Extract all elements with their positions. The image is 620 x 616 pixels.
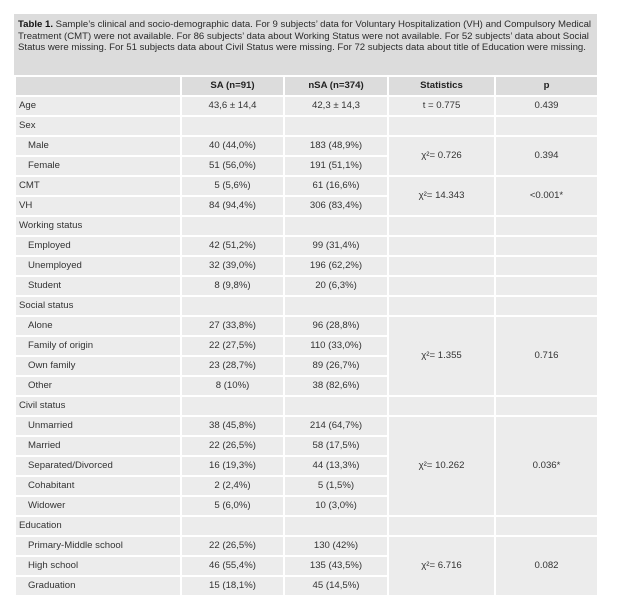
cell-nsa: 38 (82,6%): [284, 376, 388, 396]
cell-nsa: 42,3 ± 14,3: [284, 96, 388, 116]
section-label: Sex: [15, 116, 181, 136]
table-row: [15, 296, 598, 316]
cell-statistic: χ²= 0.726: [388, 136, 495, 176]
row-label: Employed: [15, 236, 181, 256]
table-row: [15, 536, 598, 556]
table-row: [15, 256, 598, 276]
cell-nsa: 44 (13,3%): [284, 456, 388, 476]
row-label: Unmarried: [15, 416, 181, 436]
header-p: p: [495, 76, 598, 96]
cell-nsa: 183 (48,9%): [284, 136, 388, 156]
row-label: Cohabitant: [15, 476, 181, 496]
row-label: Own family: [15, 356, 181, 376]
cell-nsa: 196 (62,2%): [284, 256, 388, 276]
row-label: Family of origin: [15, 336, 181, 356]
table-row: [15, 276, 598, 296]
cell-sa: 32 (39,0%): [181, 256, 284, 276]
header-sa: SA (n=91): [181, 76, 284, 96]
row-label: Other: [15, 376, 181, 396]
cell-statistic: χ²= 10.262: [388, 416, 495, 516]
caption-text: Sample’s clinical and socio-demographic data. For 9 subjects’ data for Voluntary Hospitalization (VH) and Compulsory Medical Treatment (CMT) were not available. For 86 subjects’ data about Working Status were not available. For 52 subjects’ data about Social Status were missing. For 51 subjects data about Civil Status were missing. For 72 subjects data about title of Education were missing.: [18, 19, 592, 54]
cell-p: 0.036*: [495, 416, 598, 516]
cell-sa: 27 (33,8%): [181, 316, 284, 336]
cell-sa: 46 (55,4%): [181, 556, 284, 576]
section-label: Social status: [15, 296, 181, 316]
caption-label: Table 1.: [18, 19, 54, 30]
section-label: Working status: [15, 216, 181, 236]
cell-sa: 43,6 ± 14,4: [181, 96, 284, 116]
table-document: [14, 14, 597, 597]
table-row: [15, 176, 598, 196]
table-row: [15, 316, 598, 336]
data-table: [14, 75, 599, 597]
row-label: Widower: [15, 496, 181, 516]
cell-nsa: 306 (83,4%): [284, 196, 388, 216]
table-row: [15, 96, 598, 116]
cell-p: 0.082: [495, 536, 598, 596]
row-label: Primary-Middle school: [15, 536, 181, 556]
table-row: [15, 116, 598, 136]
row-label: Student: [15, 276, 181, 296]
cell-p: 0.394: [495, 136, 598, 176]
cell-nsa: 20 (6,3%): [284, 276, 388, 296]
header-statistics: Statistics: [388, 76, 495, 96]
cell-nsa: 58 (17,5%): [284, 436, 388, 456]
cell-nsa: 110 (33,0%): [284, 336, 388, 356]
header-nsa: nSA (n=374): [284, 76, 388, 96]
table-row: [15, 416, 598, 436]
table-row: [15, 396, 598, 416]
cell-sa: 5 (5,6%): [181, 176, 284, 196]
cell-nsa: 61 (16,6%): [284, 176, 388, 196]
cell-sa: 16 (19,3%): [181, 456, 284, 476]
cell-sa: 22 (26,5%): [181, 536, 284, 556]
cell-sa: 40 (44,0%): [181, 136, 284, 156]
cell-nsa: 45 (14,5%): [284, 576, 388, 596]
cell-sa: 8 (9,8%): [181, 276, 284, 296]
cell-statistic: χ²= 6.716: [388, 536, 495, 596]
section-label: Education: [15, 516, 181, 536]
row-label: CMT: [15, 176, 181, 196]
cell-nsa: 10 (3,0%): [284, 496, 388, 516]
cell-p: <0.001*: [495, 176, 598, 216]
cell-nsa: 99 (31,4%): [284, 236, 388, 256]
cell-sa: 84 (94,4%): [181, 196, 284, 216]
cell-p: 0.439: [495, 96, 598, 116]
table-row: [15, 236, 598, 256]
cell-sa: 22 (26,5%): [181, 436, 284, 456]
row-label: VH: [15, 196, 181, 216]
cell-nsa: 214 (64,7%): [284, 416, 388, 436]
table-row: [15, 136, 598, 156]
cell-sa: 15 (18,1%): [181, 576, 284, 596]
cell-nsa: 130 (42%): [284, 536, 388, 556]
table-row: [15, 216, 598, 236]
cell-sa: 5 (6,0%): [181, 496, 284, 516]
table-caption: [14, 14, 597, 75]
row-label: Separated/Divorced: [15, 456, 181, 476]
cell-nsa: 89 (26,7%): [284, 356, 388, 376]
cell-statistic: χ²= 14.343: [388, 176, 495, 216]
cell-nsa: 135 (43,5%): [284, 556, 388, 576]
cell-sa: 23 (28,7%): [181, 356, 284, 376]
row-label: Married: [15, 436, 181, 456]
cell-nsa: 191 (51,1%): [284, 156, 388, 176]
row-label: Unemployed: [15, 256, 181, 276]
table-row: [15, 516, 598, 536]
row-label: Alone: [15, 316, 181, 336]
cell-statistic: χ²= 1.355: [388, 316, 495, 396]
header-variable: [15, 76, 181, 96]
row-label: Graduation: [15, 576, 181, 596]
row-label: High school: [15, 556, 181, 576]
cell-statistic: t = 0.775: [388, 96, 495, 116]
cell-sa: 8 (10%): [181, 376, 284, 396]
row-label: Female: [15, 156, 181, 176]
cell-nsa: 96 (28,8%): [284, 316, 388, 336]
cell-sa: 38 (45,8%): [181, 416, 284, 436]
row-label: Age: [15, 96, 181, 116]
cell-p: 0.716: [495, 316, 598, 396]
table-header-row: [15, 76, 598, 96]
row-label: Male: [15, 136, 181, 156]
cell-nsa: 5 (1,5%): [284, 476, 388, 496]
cell-sa: 2 (2,4%): [181, 476, 284, 496]
cell-sa: 42 (51,2%): [181, 236, 284, 256]
cell-sa: 51 (56,0%): [181, 156, 284, 176]
section-label: Civil status: [15, 396, 181, 416]
cell-sa: 22 (27,5%): [181, 336, 284, 356]
